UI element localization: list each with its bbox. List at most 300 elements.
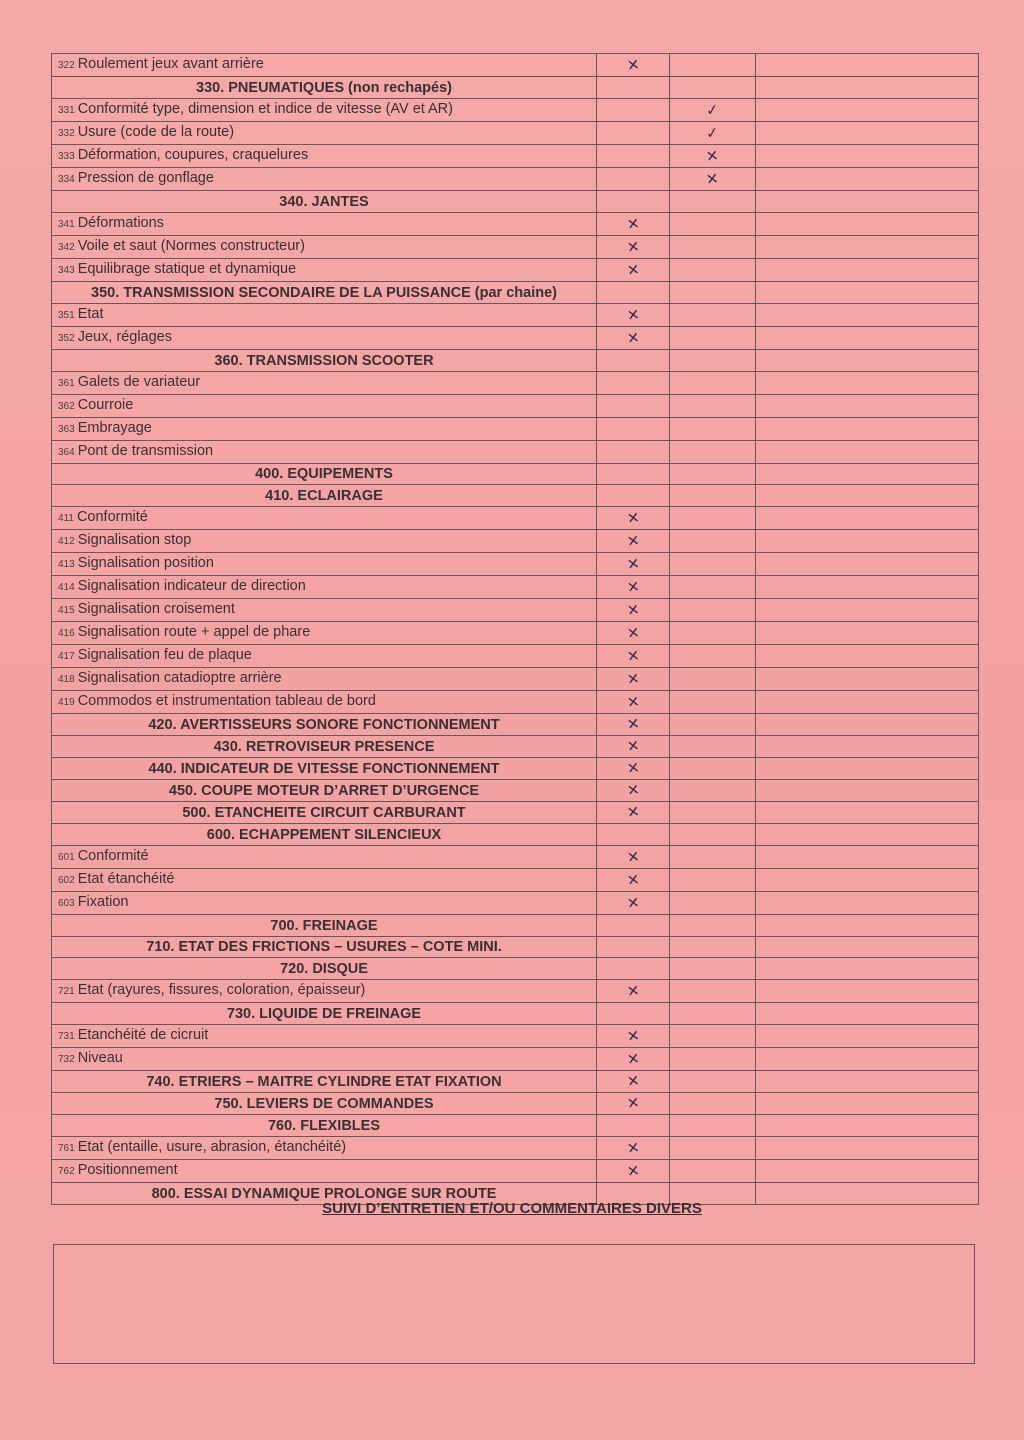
check-cell-3[interactable]: [756, 235, 979, 258]
item-label: Courroie: [77, 396, 134, 413]
check-cell-1[interactable]: [597, 1048, 670, 1071]
item-label-cell: [52, 167, 597, 190]
checklist-row: [52, 1136, 979, 1159]
check-cell-3[interactable]: [756, 691, 979, 714]
check-cell-3[interactable]: [756, 144, 979, 167]
item-label-cell: [52, 303, 597, 326]
check-mark: ✕: [625, 236, 641, 257]
item-label-cell: [52, 1159, 597, 1182]
item-label: Signalisation feu de plaque: [77, 647, 252, 664]
check-cell-2[interactable]: [670, 167, 756, 190]
check-cell-2[interactable]: [670, 758, 756, 780]
check-cell-2[interactable]: [670, 303, 756, 326]
check-mark: ✕: [625, 327, 641, 348]
item-label-cell: [52, 891, 597, 914]
item-number: 412: [58, 536, 75, 548]
check-cell-1[interactable]: [597, 736, 670, 758]
check-cell-1[interactable]: [597, 553, 670, 576]
check-mark: ✕: [625, 846, 641, 867]
check-cell-1[interactable]: [597, 303, 670, 326]
check-cell-3[interactable]: [756, 1115, 979, 1137]
check-cell-1[interactable]: [597, 281, 670, 303]
check-cell-3[interactable]: [756, 622, 979, 645]
item-label-cell: [52, 258, 597, 281]
check-cell-1[interactable]: [597, 98, 670, 121]
check-cell-3[interactable]: [756, 190, 979, 212]
item-label: Signalisation catadioptre arrière: [77, 670, 282, 687]
item-label: Fixation: [77, 893, 129, 910]
section-heading: 710. ETAT DES FRICTIONS – USURES – COTE MINI.: [52, 936, 597, 958]
check-cell-1[interactable]: [597, 599, 670, 622]
check-cell-1[interactable]: [597, 891, 670, 914]
section-row: [52, 958, 979, 980]
check-cell-1[interactable]: [597, 326, 670, 349]
section-heading: 410. ECLAIRAGE: [52, 485, 597, 507]
check-cell-1[interactable]: [597, 801, 670, 823]
inspection-checklist-table: [51, 53, 979, 1205]
check-cell-2[interactable]: [670, 1071, 756, 1093]
item-label-cell: [52, 212, 597, 235]
check-cell-1[interactable]: [597, 1003, 670, 1025]
check-cell-1[interactable]: [597, 914, 670, 936]
check-cell-3[interactable]: [756, 326, 979, 349]
item-label: Etanchéité de cicruit: [77, 1027, 209, 1044]
check-mark: ✕: [625, 531, 641, 552]
check-cell-3[interactable]: [756, 668, 979, 691]
item-label: Déformation, coupures, craquelures: [77, 146, 309, 163]
comments-section-title: SUIVI D’ENTRETIEN ET/OU COMMENTAIRES DIVERS: [322, 1200, 702, 1217]
check-cell-3[interactable]: [756, 823, 979, 845]
check-cell-3[interactable]: [756, 371, 979, 394]
check-cell-1[interactable]: [597, 349, 670, 371]
check-cell-1[interactable]: [597, 167, 670, 190]
item-number: 761: [58, 1142, 75, 1154]
check-mark: ✕: [705, 146, 720, 166]
check-cell-1[interactable]: [597, 463, 670, 485]
check-cell-1[interactable]: [597, 622, 670, 645]
item-label: Voile et saut (Normes constructeur): [77, 237, 305, 254]
check-mark: ✕: [705, 169, 720, 189]
check-cell-3[interactable]: [756, 736, 979, 758]
check-cell-2[interactable]: [670, 394, 756, 417]
check-cell-1[interactable]: [597, 1115, 670, 1137]
check-cell-1[interactable]: [597, 530, 670, 553]
checklist-row: [52, 417, 979, 440]
check-mark: ✕: [625, 1049, 641, 1070]
check-cell-1[interactable]: [597, 758, 670, 780]
check-cell-1[interactable]: [597, 54, 670, 77]
section-row: [52, 1093, 979, 1115]
item-label: Commodos et instrumentation tableau de bord: [77, 693, 376, 710]
check-cell-3[interactable]: [756, 780, 979, 802]
check-cell-2[interactable]: [670, 914, 756, 936]
item-label: Etat: [77, 305, 104, 322]
check-cell-1[interactable]: [597, 780, 670, 802]
check-cell-1[interactable]: [597, 190, 670, 212]
checklist-row: [52, 144, 979, 167]
section-row: [52, 801, 979, 823]
item-number: 352: [58, 332, 75, 344]
item-label-cell: [52, 371, 597, 394]
item-number: 351: [58, 309, 75, 321]
check-cell-2[interactable]: [670, 440, 756, 463]
item-number: 418: [58, 674, 75, 686]
check-cell-2[interactable]: [670, 980, 756, 1003]
check-mark: ✕: [625, 780, 641, 800]
item-label-cell: [52, 144, 597, 167]
checklist-row: [52, 1025, 979, 1048]
check-cell-3[interactable]: [756, 914, 979, 936]
item-label-cell: [52, 507, 597, 530]
check-mark: ✕: [625, 55, 641, 75]
check-cell-2[interactable]: [670, 553, 756, 576]
item-label: Jeux, réglages: [77, 328, 172, 345]
section-heading: 430. RETROVISEUR PRESENCE: [52, 736, 597, 758]
checklist-row: [52, 668, 979, 691]
check-cell-3[interactable]: [756, 121, 979, 144]
check-mark: ✕: [625, 1138, 641, 1158]
check-mark: ✕: [625, 736, 641, 756]
check-cell-3[interactable]: [756, 258, 979, 281]
item-label-cell: [52, 1025, 597, 1048]
checklist-row: [52, 576, 979, 599]
check-cell-3[interactable]: [756, 54, 979, 77]
check-cell-1[interactable]: [597, 576, 670, 599]
comments-box[interactable]: [53, 1244, 975, 1364]
item-number: 364: [58, 446, 75, 458]
section-row: [52, 736, 979, 758]
checklist-row: [52, 258, 979, 281]
item-label-cell: [52, 868, 597, 891]
item-label-cell: [52, 417, 597, 440]
check-cell-2[interactable]: [670, 121, 756, 144]
section-heading: 700. FREINAGE: [52, 914, 597, 936]
check-cell-3[interactable]: [756, 845, 979, 868]
check-cell-3[interactable]: [756, 167, 979, 190]
check-cell-2[interactable]: [670, 326, 756, 349]
check-mark: ✕: [625, 1026, 641, 1047]
item-number: 731: [58, 1031, 75, 1043]
check-cell-2[interactable]: [670, 823, 756, 845]
check-cell-2[interactable]: [670, 77, 756, 99]
item-number: 417: [58, 651, 75, 663]
section-heading: 730. LIQUIDE DE FREINAGE: [52, 1003, 597, 1025]
check-mark: ✓: [705, 123, 720, 143]
check-mark: ✕: [625, 802, 641, 822]
check-cell-1[interactable]: [597, 212, 670, 235]
item-label: Signalisation croisement: [77, 601, 235, 618]
item-label: Signalisation stop: [77, 532, 192, 549]
item-number: 334: [58, 173, 75, 185]
checklist-row: [52, 530, 979, 553]
section-row: [52, 463, 979, 485]
section-row: [52, 1115, 979, 1137]
check-cell-3[interactable]: [756, 553, 979, 576]
item-label: Déformations: [77, 214, 164, 231]
check-cell-3[interactable]: [756, 485, 979, 507]
item-number: 603: [58, 897, 75, 909]
check-cell-1[interactable]: [597, 1093, 670, 1115]
check-cell-2[interactable]: [670, 530, 756, 553]
section-row: [52, 485, 979, 507]
check-cell-1[interactable]: [597, 507, 670, 530]
check-cell-3[interactable]: [756, 303, 979, 326]
check-cell-2[interactable]: [670, 936, 756, 958]
check-cell-3[interactable]: [756, 77, 979, 99]
check-mark: ✕: [625, 1071, 641, 1091]
checklist-row: [52, 394, 979, 417]
check-cell-1[interactable]: [597, 485, 670, 507]
section-row: [52, 758, 979, 780]
item-label-cell: [52, 54, 597, 77]
check-cell-1[interactable]: [597, 121, 670, 144]
check-cell-3[interactable]: [756, 394, 979, 417]
check-cell-3[interactable]: [756, 958, 979, 980]
check-cell-2[interactable]: [670, 463, 756, 485]
check-cell-2[interactable]: [670, 1115, 756, 1137]
checklist-row: [52, 98, 979, 121]
check-cell-1[interactable]: [597, 144, 670, 167]
check-cell-3[interactable]: [756, 1003, 979, 1025]
check-cell-2[interactable]: [670, 1159, 756, 1182]
check-cell-3[interactable]: [756, 349, 979, 371]
checklist-row: [52, 440, 979, 463]
check-cell-3[interactable]: [756, 1093, 979, 1115]
checklist-row: [52, 553, 979, 576]
section-row: [52, 936, 979, 958]
check-mark: ✕: [625, 508, 641, 529]
item-label-cell: [52, 980, 597, 1003]
check-cell-1[interactable]: [597, 235, 670, 258]
check-cell-2[interactable]: [670, 144, 756, 167]
checklist-row: [52, 121, 979, 144]
check-cell-3[interactable]: [756, 868, 979, 891]
check-mark: ✕: [625, 714, 641, 735]
check-cell-2[interactable]: [670, 891, 756, 914]
check-cell-2[interactable]: [670, 235, 756, 258]
check-cell-2[interactable]: [670, 1136, 756, 1159]
check-mark: ✕: [625, 577, 641, 598]
section-heading: 740. ETRIERS – MAITRE CYLINDRE ETAT FIXATION: [52, 1071, 597, 1093]
check-cell-1[interactable]: [597, 936, 670, 958]
check-cell-3[interactable]: [756, 1048, 979, 1071]
check-cell-2[interactable]: [670, 780, 756, 802]
check-cell-1[interactable]: [597, 691, 670, 714]
check-cell-1[interactable]: [597, 1071, 670, 1093]
check-cell-1[interactable]: [597, 417, 670, 440]
section-heading: 750. LEVIERS DE COMMANDES: [52, 1093, 597, 1115]
check-cell-2[interactable]: [670, 736, 756, 758]
check-cell-2[interactable]: [670, 371, 756, 394]
item-number: 721: [58, 986, 75, 998]
check-cell-1[interactable]: [597, 258, 670, 281]
section-heading: 400. EQUIPEMENTS: [52, 463, 597, 485]
check-cell-2[interactable]: [670, 868, 756, 891]
check-cell-2[interactable]: [670, 258, 756, 281]
check-cell-1[interactable]: [597, 1025, 670, 1048]
check-cell-3[interactable]: [756, 1136, 979, 1159]
check-cell-1[interactable]: [597, 394, 670, 417]
item-number: 762: [58, 1165, 75, 1177]
item-label: Etat (rayures, fissures, coloration, épaisseur): [77, 982, 366, 999]
check-cell-2[interactable]: [670, 691, 756, 714]
check-mark: ✕: [625, 869, 641, 890]
check-mark: ✕: [625, 554, 641, 575]
check-cell-1[interactable]: [597, 371, 670, 394]
item-label-cell: [52, 394, 597, 417]
item-label-cell: [52, 576, 597, 599]
check-cell-3[interactable]: [756, 530, 979, 553]
check-cell-2[interactable]: [670, 622, 756, 645]
item-label-cell: [52, 98, 597, 121]
check-cell-1[interactable]: [597, 868, 670, 891]
check-cell-1[interactable]: [597, 645, 670, 668]
section-row: [52, 1071, 979, 1093]
check-cell-3[interactable]: [756, 714, 979, 736]
check-cell-3[interactable]: [756, 801, 979, 823]
section-heading: 360. TRANSMISSION SCOOTER: [52, 349, 597, 371]
check-cell-2[interactable]: [670, 281, 756, 303]
section-heading: 440. INDICATEUR DE VITESSE FONCTIONNEMENT: [52, 758, 597, 780]
item-label-cell: [52, 622, 597, 645]
item-number: 419: [58, 697, 75, 709]
checklist-row: [52, 54, 979, 77]
check-cell-2[interactable]: [670, 801, 756, 823]
section-heading: 340. JANTES: [52, 190, 597, 212]
check-cell-3[interactable]: [756, 645, 979, 668]
check-cell-1[interactable]: [597, 823, 670, 845]
checklist-row: [52, 167, 979, 190]
item-number: 332: [58, 127, 75, 139]
section-row: [52, 914, 979, 936]
item-label: Etat (entaille, usure, abrasion, étanchéité): [77, 1138, 347, 1155]
check-cell-1[interactable]: [597, 980, 670, 1003]
item-label: Etat étanchéité: [77, 870, 175, 887]
checklist-row: [52, 845, 979, 868]
check-cell-2[interactable]: [670, 190, 756, 212]
check-mark: ✕: [625, 892, 641, 913]
section-row: [52, 77, 979, 99]
item-label-cell: [52, 845, 597, 868]
check-cell-2[interactable]: [670, 212, 756, 235]
item-label: Niveau: [77, 1050, 123, 1067]
check-cell-2[interactable]: [670, 349, 756, 371]
item-label-cell: [52, 1136, 597, 1159]
check-cell-3[interactable]: [756, 1071, 979, 1093]
check-cell-1[interactable]: [597, 714, 670, 736]
item-label-cell: [52, 645, 597, 668]
check-cell-2[interactable]: [670, 1025, 756, 1048]
check-cell-3[interactable]: [756, 576, 979, 599]
item-number: 411: [58, 513, 74, 525]
checklist-row: [52, 212, 979, 235]
check-mark: ✕: [625, 1161, 641, 1181]
section-heading: 350. TRANSMISSION SECONDAIRE DE LA PUISSANCE (par chaine): [52, 281, 597, 303]
check-cell-2[interactable]: [670, 714, 756, 736]
check-cell-2[interactable]: [670, 54, 756, 77]
item-label: Galets de variateur: [77, 373, 201, 390]
check-cell-2[interactable]: [670, 1093, 756, 1115]
item-label: Pression de gonflage: [77, 169, 214, 186]
check-cell-2[interactable]: [670, 576, 756, 599]
check-cell-1[interactable]: [597, 1136, 670, 1159]
check-cell-3[interactable]: [756, 463, 979, 485]
check-mark: ✓: [705, 100, 720, 120]
check-cell-2[interactable]: [670, 417, 756, 440]
check-cell-1[interactable]: [597, 1159, 670, 1182]
check-cell-1[interactable]: [597, 668, 670, 691]
check-cell-3[interactable]: [756, 891, 979, 914]
check-cell-1[interactable]: [597, 440, 670, 463]
check-cell-3[interactable]: [756, 98, 979, 121]
check-cell-3[interactable]: [756, 440, 979, 463]
check-cell-2[interactable]: [670, 645, 756, 668]
section-heading: 420. AVERTISSEURS SONORE FONCTIONNEMENT: [52, 714, 597, 736]
section-row: [52, 349, 979, 371]
checklist-row: [52, 1159, 979, 1182]
item-number: 322: [58, 60, 75, 71]
check-cell-3[interactable]: [756, 599, 979, 622]
section-row: [52, 1003, 979, 1025]
check-mark: ✕: [625, 304, 641, 325]
item-label-cell: [52, 668, 597, 691]
check-mark: ✕: [625, 669, 641, 690]
checklist-row: [52, 235, 979, 258]
section-row: [52, 780, 979, 802]
check-cell-2[interactable]: [670, 1048, 756, 1071]
check-cell-3[interactable]: [756, 212, 979, 235]
check-cell-1[interactable]: [597, 77, 670, 99]
section-heading: 600. ECHAPPEMENT SILENCIEUX: [52, 823, 597, 845]
check-cell-1[interactable]: [597, 958, 670, 980]
check-cell-3[interactable]: [756, 281, 979, 303]
item-number: 341: [58, 218, 75, 230]
check-mark: ✕: [625, 600, 641, 621]
check-cell-3[interactable]: [756, 1159, 979, 1182]
check-cell-1[interactable]: [597, 845, 670, 868]
check-cell-2[interactable]: [670, 485, 756, 507]
check-cell-2[interactable]: [670, 507, 756, 530]
item-label: Positionnement: [77, 1161, 178, 1178]
section-row: [52, 714, 979, 736]
check-mark: ✕: [625, 213, 641, 234]
item-number: 331: [58, 104, 75, 116]
check-cell-2[interactable]: [670, 958, 756, 980]
check-cell-3[interactable]: [756, 417, 979, 440]
item-label: Usure (code de la route): [77, 123, 235, 140]
section-row: [52, 190, 979, 212]
item-label: Conformité: [77, 847, 149, 864]
check-cell-3[interactable]: [756, 507, 979, 530]
checklist-row: [52, 891, 979, 914]
check-cell-3[interactable]: [756, 980, 979, 1003]
item-label: Conformité type, dimension et indice de vitesse (AV et AR): [77, 100, 453, 117]
check-mark: ✕: [625, 758, 641, 778]
check-cell-2[interactable]: [670, 1003, 756, 1025]
check-cell-2[interactable]: [670, 98, 756, 121]
checklist-row: [52, 1048, 979, 1071]
check-cell-2[interactable]: [670, 668, 756, 691]
check-mark: ✕: [625, 981, 641, 1002]
item-label: Embrayage: [77, 419, 152, 436]
check-cell-2[interactable]: [670, 599, 756, 622]
check-cell-2[interactable]: [670, 845, 756, 868]
checklist-row: [52, 691, 979, 714]
check-cell-3[interactable]: [756, 936, 979, 958]
checklist-row: [52, 507, 979, 530]
check-cell-3[interactable]: [756, 1025, 979, 1048]
check-cell-3[interactable]: [756, 758, 979, 780]
